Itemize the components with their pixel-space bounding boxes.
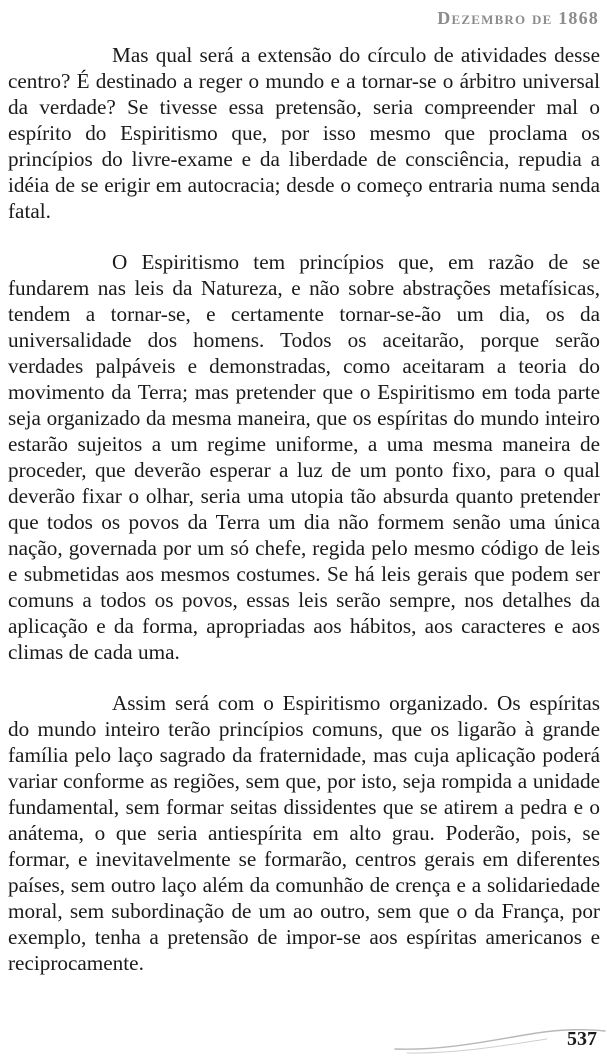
page-body [8,42,600,976]
paragraph: O Espiritismo tem princípios que, em razão de se fundarem nas leis da Natureza, e não sobre abstrações metafísicas, tendem a tornar-se, e certamente tornar-se-ão um dia, os da universalidade dos homens. Todos os aceitarão, porque serão verdades palpáveis e demonstradas, como aceitaram a teoria do movimento da Terra; mas pretender que o Espiritismo em toda parte seja organizado da mesma maneira, que os espíritas do mundo inteiro estarão sujeitos a um regime uniforme, a uma mesma maneira de proceder, que deverão esperar a luz de um ponto fixo, para o qual deverão fixar o olhar, seria uma utopia tão absurda quanto pretender que todos os povos da Terra um dia não formem senão uma única nação, governada por um só chefe, regida pelo mesmo código de leis e submetidas aos mesmos costumes. Se há leis gerais que podem ser comuns a todos os povos, essas leis serão sempre, nos detalhes da aplicação e da forma, apropriadas aos hábitos, aos caracteres e aos climas de cada uma. [8,250,600,664]
running-header: Dezembro de 1868 [437,8,599,28]
paragraph: Mas qual será a extensão do círculo de atividades desse centro? É destinado a reger o mundo e a tornar-se o árbitro universal da verdade? Se tivesse essa pretensão, seria compreender mal o espírito do Espiritismo que, por isso mesmo que proclama os princípios do livre-exame e da liberdade de consciência, repudia a idéia de se erigir em autocracia; desde o começo entraria numa senda fatal. [8,43,600,223]
page-number: 537 [567,1028,597,1050]
paragraph: Assim será com o Espiritismo organizado. Os espíritas do mundo inteiro terão princípios comuns, que os ligarão à grande família pelo laço sagrado da fraternidade, mas cuja aplicação poderá variar conforme as regiões, sem que, por isto, seja rompida a unidade fundamental, sem formar seitas dissidentes que se atirem a pedra e o anátema, o que seria antiespírita em alto grau. Poderão, pois, se formar, e inevitavelmente se formarão, centros gerais em diferentes países, sem outro laço além da comunhão de crença e a solidariedade moral, sem subordinação de um ao outro, sem que o da França, por exemplo, tenha a pretensão de impor-se aos espíritas americanos e reciprocamente. [8,691,600,975]
